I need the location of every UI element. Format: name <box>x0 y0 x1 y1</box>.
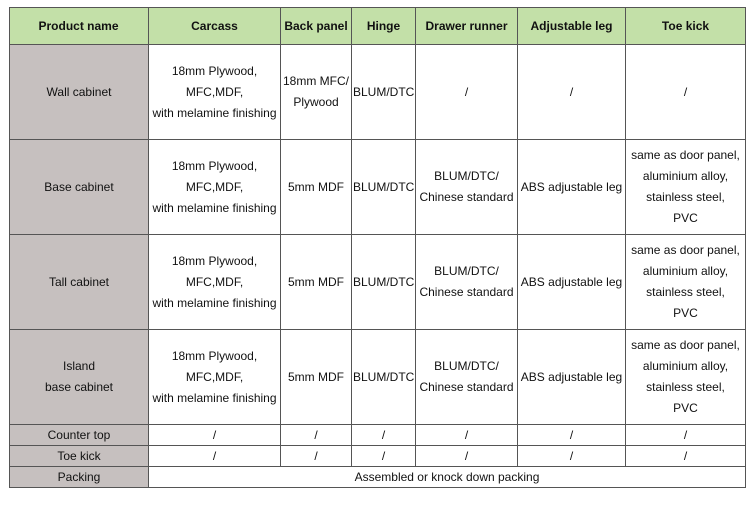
cell-line: stainless steel, <box>646 285 725 299</box>
cell-line: 18mm MFC/ <box>283 74 349 88</box>
cell-line: 18mm Plywood, <box>171 348 258 363</box>
cell-line: BLUM/DTC <box>353 179 415 194</box>
cell-line: PVC <box>673 211 698 225</box>
product-name-cell <box>10 446 149 467</box>
cell-line: aluminium alloy, <box>642 169 729 183</box>
cell-line: / <box>683 84 688 99</box>
table-row <box>10 446 746 467</box>
product-name-cell <box>10 425 149 446</box>
cell-line: Chinese standard <box>419 190 514 204</box>
cell-line: 18mm Plywood, <box>171 158 258 173</box>
drawer-runner-cell <box>416 446 518 467</box>
cell-line: / <box>569 449 574 463</box>
table-row <box>10 330 746 425</box>
header-hinge: Hinge <box>352 8 416 45</box>
packing-row <box>10 467 746 488</box>
cell-line: MFC,MDF, <box>185 84 244 99</box>
cell-line: with melamine finishing <box>152 390 277 405</box>
cell-line: Chinese standard <box>419 380 514 394</box>
adjustable-leg-cell <box>518 446 626 467</box>
cell-line: same as door panel, <box>631 243 740 257</box>
carcass-cell <box>149 45 281 140</box>
cell-line: stainless steel, <box>646 190 725 204</box>
cell-line: 5mm MDF <box>288 369 344 384</box>
cell-line: with melamine finishing <box>152 200 277 215</box>
packing-label: Packing <box>10 467 149 488</box>
adjustable-leg-cell <box>518 235 626 330</box>
cell-line: same as door panel, <box>631 338 740 352</box>
cell-line: stainless steel, <box>646 380 725 394</box>
cell-line: MFC,MDF, <box>185 369 244 384</box>
cell-line: / <box>212 428 217 442</box>
cell-line: Base cabinet <box>44 179 114 194</box>
carcass-cell <box>149 330 281 425</box>
cell-line: / <box>314 449 318 463</box>
cell-line: aluminium alloy, <box>642 359 729 373</box>
cell-line: BLUM/DTC <box>353 369 415 384</box>
table-row <box>10 45 746 140</box>
cell-line: with melamine finishing <box>152 105 277 120</box>
back-panel-cell <box>281 330 352 425</box>
cell-line: MFC,MDF, <box>185 274 244 289</box>
carcass-cell <box>149 140 281 235</box>
drawer-runner-cell <box>416 140 518 235</box>
back-panel-cell <box>281 446 352 467</box>
header-adjustable-leg: Adjustable leg <box>518 8 626 45</box>
cell-line: / <box>569 84 574 99</box>
cell-line: BLUM/DTC <box>353 84 415 99</box>
cell-line: / <box>683 449 688 463</box>
cell-line: / <box>464 84 469 99</box>
drawer-runner-cell <box>416 45 518 140</box>
cell-line: PVC <box>673 401 698 415</box>
adjustable-leg-cell <box>518 45 626 140</box>
cell-line: Wall cabinet <box>46 84 112 99</box>
product-spec-table <box>9 7 746 488</box>
hinge-cell <box>352 235 416 330</box>
cell-line: Counter top <box>47 428 111 442</box>
cell-line: 18mm Plywood, <box>171 63 258 78</box>
hinge-cell <box>352 140 416 235</box>
cell-line: base cabinet <box>44 380 114 394</box>
back-panel-cell <box>281 45 352 140</box>
cell-line: Island <box>62 359 96 373</box>
header-drawer-runner: Drawer runner <box>416 8 518 45</box>
cell-line: MFC,MDF, <box>185 179 244 194</box>
spec-table-container <box>9 7 746 488</box>
back-panel-cell <box>281 235 352 330</box>
cell-line: / <box>381 428 386 442</box>
cell-line: / <box>683 428 688 442</box>
header-carcass: Carcass <box>149 8 281 45</box>
packing-value: Assembled or knock down packing <box>149 467 746 488</box>
header-row <box>10 8 746 45</box>
hinge-cell <box>352 330 416 425</box>
cell-line: PVC <box>673 306 698 320</box>
adjustable-leg-cell <box>518 140 626 235</box>
cell-line: 5mm MDF <box>288 179 344 194</box>
cell-line: BLUM/DTC/ <box>434 359 499 373</box>
product-name-cell <box>10 140 149 235</box>
cell-line: Plywood <box>293 95 339 109</box>
cell-line: ABS adjustable leg <box>520 369 623 384</box>
toe-kick-cell <box>626 235 746 330</box>
cell-line: with melamine finishing <box>152 295 277 310</box>
cell-line: Tall cabinet <box>48 274 110 289</box>
cell-line: / <box>464 449 469 463</box>
cell-line: ABS adjustable leg <box>520 274 623 289</box>
table-row <box>10 140 746 235</box>
cell-line: BLUM/DTC/ <box>434 264 499 278</box>
header-back-panel: Back panel <box>281 8 352 45</box>
table-row <box>10 235 746 330</box>
back-panel-cell <box>281 425 352 446</box>
cell-line: Toe kick <box>57 449 101 463</box>
cell-line: / <box>569 428 574 442</box>
product-name-cell <box>10 235 149 330</box>
product-name-cell <box>10 330 149 425</box>
back-panel-cell <box>281 140 352 235</box>
toe-kick-cell <box>626 45 746 140</box>
cell-line: same as door panel, <box>631 148 740 162</box>
adjustable-leg-cell <box>518 425 626 446</box>
toe-kick-cell <box>626 425 746 446</box>
adjustable-leg-cell <box>518 330 626 425</box>
cell-line: 18mm Plywood, <box>171 253 258 268</box>
header-toe-kick: Toe kick <box>626 8 746 45</box>
cell-line: / <box>464 428 469 442</box>
drawer-runner-cell <box>416 235 518 330</box>
cell-line: ABS adjustable leg <box>520 179 623 194</box>
cell-line: Chinese standard <box>419 285 514 299</box>
carcass-cell <box>149 446 281 467</box>
hinge-cell <box>352 425 416 446</box>
drawer-runner-cell <box>416 425 518 446</box>
cell-line: / <box>212 449 217 463</box>
product-name-cell <box>10 45 149 140</box>
cell-line: 5mm MDF <box>288 274 344 289</box>
hinge-cell <box>352 446 416 467</box>
drawer-runner-cell <box>416 330 518 425</box>
table-row <box>10 425 746 446</box>
toe-kick-cell <box>626 140 746 235</box>
toe-kick-cell <box>626 330 746 425</box>
hinge-cell <box>352 45 416 140</box>
header-product-name: Product name <box>10 8 149 45</box>
carcass-cell <box>149 235 281 330</box>
toe-kick-cell <box>626 446 746 467</box>
cell-line: BLUM/DTC <box>353 274 415 289</box>
cell-line: aluminium alloy, <box>642 264 729 278</box>
carcass-cell <box>149 425 281 446</box>
cell-line: / <box>381 449 386 463</box>
cell-line: BLUM/DTC/ <box>434 169 499 183</box>
cell-line: / <box>314 428 318 442</box>
